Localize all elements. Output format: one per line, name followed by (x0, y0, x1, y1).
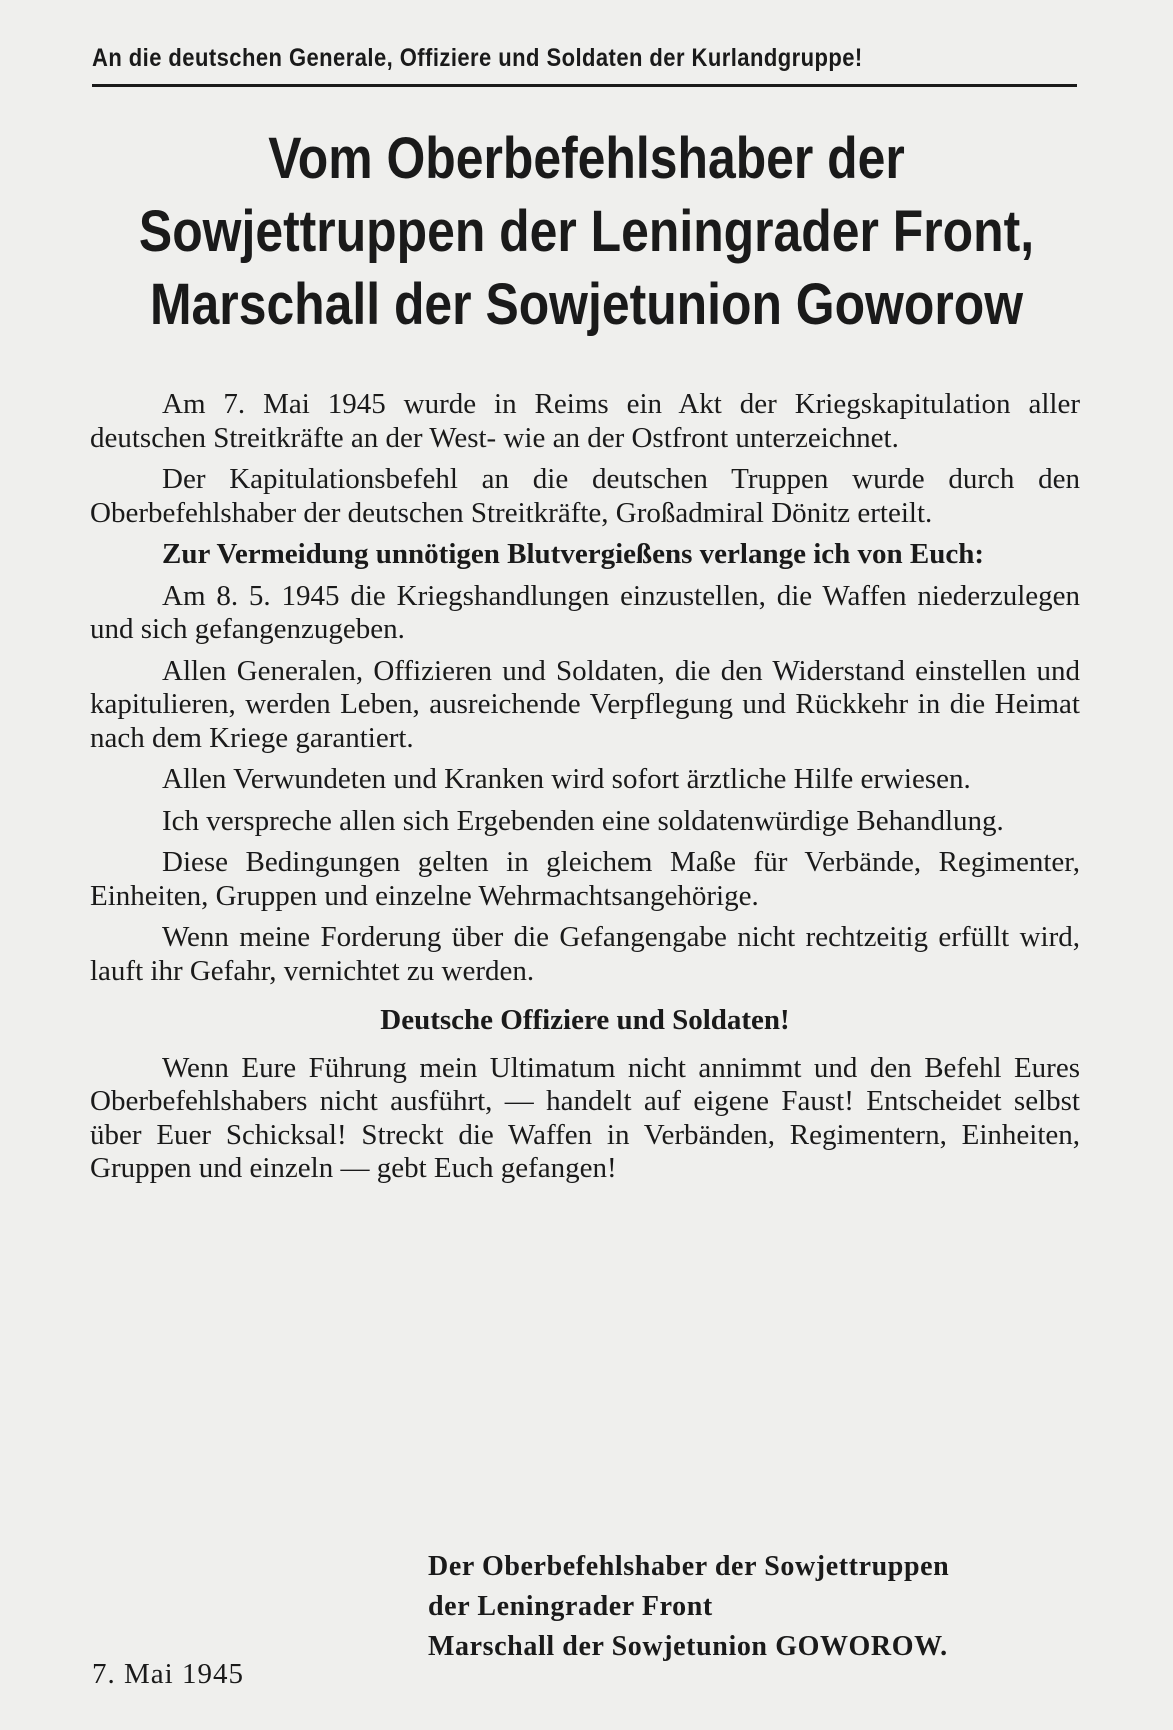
signature-line-3: Marschall der Sowjetunion GOWOROW. (428, 1631, 948, 1662)
signature-block (428, 1547, 949, 1667)
paragraph-cease-fire: Am 8. 5. 1945 die Kriegshandlungen einzustellen, die Waffen niederzulegen und sich gefangenzugeben. (90, 579, 1080, 645)
header-address: An die deutschen Generale, Offiziere und Soldaten der Kurlandgruppe! (92, 44, 863, 72)
signature-line-2: der Leningrader Front (428, 1591, 713, 1622)
subheading-officers-soldiers: Deutsche Offiziere und Soldaten! (380, 1004, 790, 1036)
title-line-3: Marschall der Sowjetunion Goworow (149, 272, 1024, 337)
paragraph-appeal: Wenn Eure Führung mein Ultimatum nicht annimmt und den Befehl Eures Oberbefehlshabers nicht ausführt, — handelt auf eigene Faust! Entscheidet selbst über Euer Schicksal! Streckt die Waffen in Verbänden, Regimentern, Einheiten, Gruppen und einzeln — gebt Euch gefangen! (90, 1051, 1080, 1184)
paragraph-treatment: Ich verspreche allen sich Ergebenden eine soldatenwürdige Behandlung. (162, 804, 1004, 837)
signature-line-1: Der Oberbefehlshaber der Sowjettruppen (428, 1551, 950, 1582)
paragraph-medical-aid: Allen Verwundeten und Kranken wird sofort ärztliche Hilfe erwiesen. (162, 763, 971, 795)
leaflet-title (0, 122, 1173, 341)
paragraph-capitulation-act: Am 7. Mai 1945 wurde in Reims ein Akt der Kriegskapitulation aller deutschen Streitkräfte an der West- wie an der Ostfront unterzeichnet. (90, 388, 1080, 454)
paragraph-guarantees: Allen Generalen, Offizieren und Soldaten, die den Widerstand einstellen und kapitulieren, werden Leben, ausreichende Verpflegung und Rückkehr in die Heimat nach dem Kriege garantiert. (90, 654, 1080, 754)
leaflet-body (90, 388, 1080, 1194)
paragraph-conditions: Diese Bedingungen gelten in gleichem Maße für Verbände, Regimenter, Einheiten, Gruppen und einzelne Wehrmachtsangehörige. (90, 846, 1080, 912)
paragraph-capitulation-order: Der Kapitulationsbefehl an die deutschen Truppen wurde durch den Oberbefehlshaber der deutschen Streitkräfte, Großadmiral Dönitz erteilt. (90, 463, 1080, 529)
paragraph-warning: Wenn meine Forderung über die Gefangengabe nicht rechtzeitig erfüllt wird, lauft ihr Gefahr, vernichtet zu werden. (90, 921, 1080, 987)
title-line-1: Vom Oberbefehlshaber der (268, 126, 905, 191)
paragraph-demand-intro: Zur Vermeidung unnötigen Blutvergießens verlange ich von Euch: (162, 538, 985, 570)
leaflet-date: 7. Mai 1945 (92, 1658, 244, 1690)
title-line-2: Sowjettruppen der Leningrader Front, (138, 199, 1035, 264)
header-rule (92, 84, 1077, 87)
